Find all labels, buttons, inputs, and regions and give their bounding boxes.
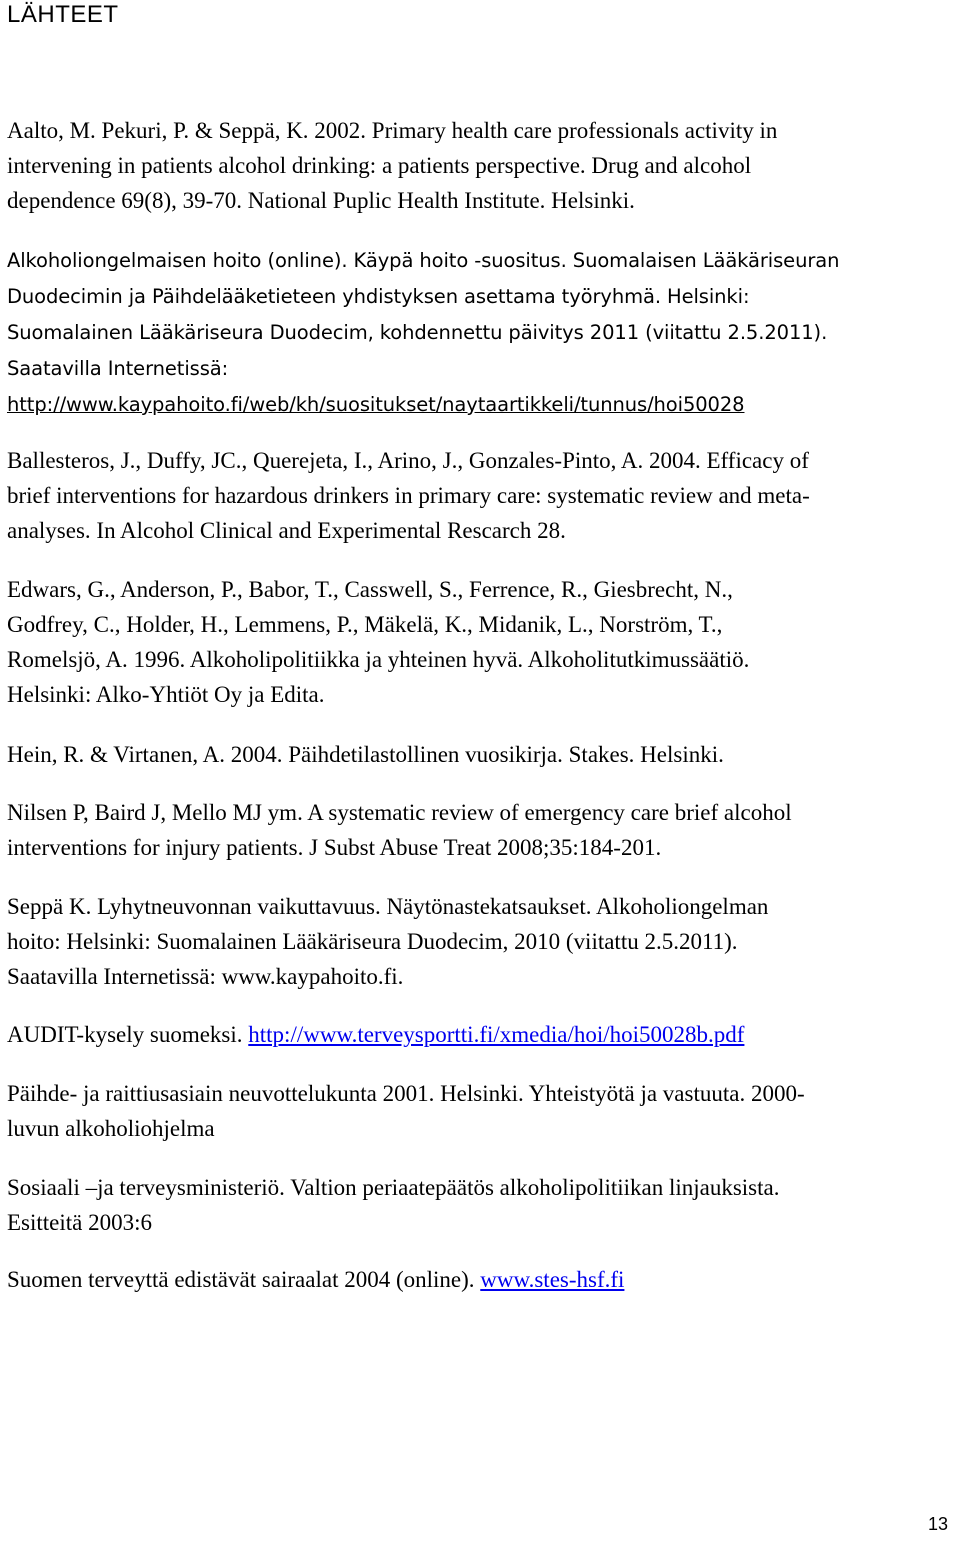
reference-audit [7, 1017, 937, 1052]
page-heading: LÄHTEET [7, 1, 119, 28]
reference-audit-text: AUDIT-kysely suomeksi. [7, 1022, 249, 1047]
stes-link[interactable]: www.stes-hsf.fi [480, 1267, 625, 1292]
kaypahoito-link[interactable]: http://www.kaypahoito.fi/web/kh/suositukset/naytaartikkeli/tunnus/hoi50028 [7, 393, 745, 416]
reference-sosiaali: Sosiaali –ja terveysministeriö. Valtion periaatepäätös alkoholipolitiikan linjauksista. Esitteitä 2003:6 [7, 1175, 780, 1235]
reference-paihde: Päihde- ja raittiusasiain neuvottelukunta 2001. Helsinki. Yhteistyötä ja vastuuta. 2000- luvun alkoholiohjelma [7, 1081, 805, 1141]
reference-hein: Hein, R. & Virtanen, A. 2004. Päihdetilastollinen vuosikirja. Stakes. Helsinki. [7, 742, 724, 767]
reference-nilsen: Nilsen P, Baird J, Mello MJ ym. A systematic review of emergency care brief alcohol interventions for injury patients. J Subst Abuse Treat 2008;35:184-201. [7, 800, 792, 860]
reference-edwars: Edwars, G., Anderson, P., Babor, T., Casswell, S., Ferrence, R., Giesbrecht, N., Godfrey, C., Holder, H., Lemmens, P., Mäkelä, K., Midanik, L., Norström, T., Romelsjö, A. 1996. Alkoholipolitiikka ja yhteinen hyvä. Alkoholitutkimussäätiö. Helsinki: Alko-Yhtiöt Oy ja Edita. [7, 577, 750, 707]
reference-suomen-text: Suomen terveyttä edistävät sairaalat 2004 (online). [7, 1267, 481, 1292]
reference-seppa: Seppä K. Lyhytneuvonnan vaikuttavuus. Näytönastekatsaukset. Alkoholiongelman hoito: Helsinki: Suomalainen Lääkäriseura Duodecim, 2010 (viitattu 2.5.2011). Saatavilla Internetissä: www.kaypahoito.fi. [7, 894, 769, 989]
audit-link[interactable]: http://www.terveysportti.fi/xmedia/hoi/hoi50028b.pdf [248, 1022, 745, 1047]
reference-kaypahoito-text: Alkoholiongelmaisen hoito (online). Käypä hoito -suositus. Suomalaisen Lääkäriseuran Duodecimin ja Päihdelääketieteen yhdistyksen asettama työryhmä. Helsinki: Suomalainen Lääkäriseura Duodecim, kohdennettu päivitys 2011 (viitattu 2.5.2011). Saatavilla Internetissä: [7, 249, 840, 380]
reference-kaypahoito [7, 243, 937, 423]
page-number: 13 [927, 1514, 948, 1534]
reference-ballesteros: Ballesteros, J., Duffy, JC., Querejeta, I., Arino, J., Gonzales-Pinto, A. 2004. Efficacy of brief interventions for hazardous drinkers in primary care: systematic review and meta- analyses. In Alcohol Clinical and Experimental Rescarch 28. [7, 448, 810, 543]
reference-suomen [7, 1262, 937, 1297]
reference-aalto: Aalto, M. Pekuri, P. & Seppä, K. 2002. Primary health care professionals activity in intervening in patients alcohol drinking: a patients perspective. Drug and alcohol dependence 69(8), 39-70. National Puplic Health Institute. Helsinki. [7, 118, 778, 213]
